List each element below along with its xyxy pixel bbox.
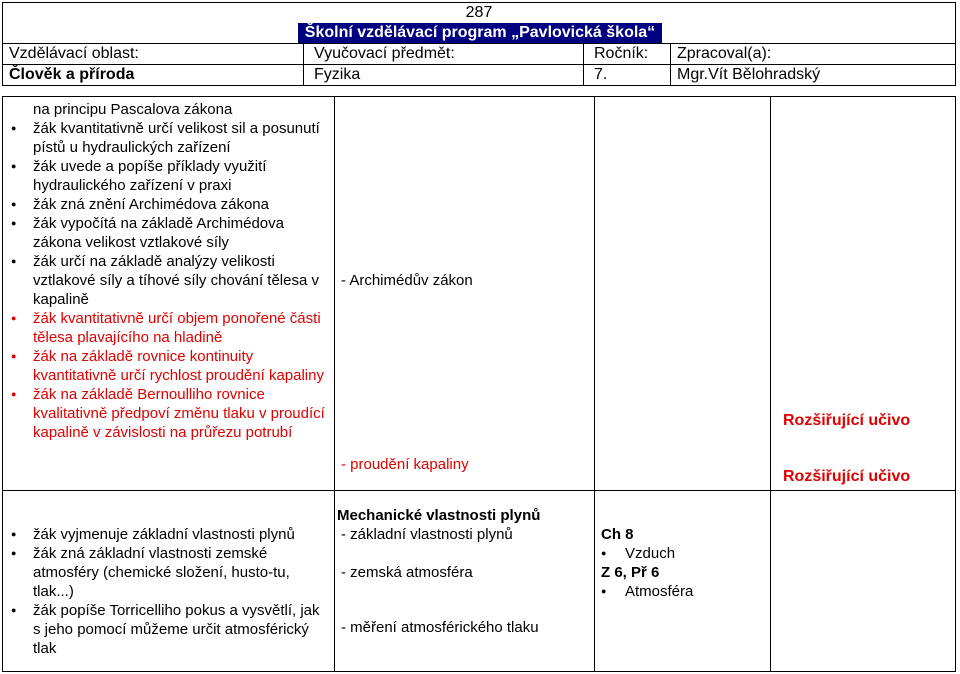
row2-curriculum-1: - základní vlastnosti plynů <box>341 526 513 543</box>
outcome-item: ● žák zná základní vlastnosti zemské atmosféry (chemické složení, husto-tu, tlak...) <box>11 544 329 601</box>
row2-curriculum-heading: Mechanické vlastnosti plynů <box>337 507 541 524</box>
value-subject: Fyzika <box>303 65 583 85</box>
program-title: Školní vzdělávací program „Pavlovická škola“ <box>298 23 662 43</box>
page-number-row <box>3 3 955 23</box>
label-area: Vzdělávací oblast: <box>9 45 139 62</box>
extended-curriculum-label: Rozšiřující učivo <box>783 412 911 429</box>
link-z-item: ● Atmosféra <box>601 582 766 601</box>
header-labels-row <box>3 43 955 64</box>
extended-curriculum-label: Rozšiřující učivo <box>783 468 911 485</box>
label-author: Zpracoval(a): <box>670 44 955 64</box>
row1-outcomes <box>11 100 329 442</box>
outcome-item: ● žák popíše Torricelliho pokus a vysvětlí, jak s jeho pomocí můžeme určit atmosférický tlak <box>11 601 329 658</box>
row2-curriculum-3: - měření atmosférického tlaku <box>341 619 539 636</box>
row1-curriculum-1: - Archimédův zákon <box>341 272 473 289</box>
extended-outcome-item: ● žák na základě Bernoulliho rovnice kvalitativně předpoví změnu tlaku v proudící kapalině v závislosti na průřezu potrubí <box>11 385 329 442</box>
value-grade: 7. <box>583 65 670 85</box>
extended-outcome-item: ● žák na základě rovnice kontinuity kvantitativně určí rychlost proudění kapaliny <box>11 347 329 385</box>
curriculum-table <box>2 96 956 672</box>
value-author: Mgr.Vít Bělohradský <box>670 65 955 85</box>
row2-curriculum-2: - zemská atmosféra <box>341 564 473 581</box>
document-header <box>2 2 956 86</box>
row2-outcomes <box>11 525 329 658</box>
header-values-row <box>3 64 955 85</box>
outcome-item: ● žák kvantitativně určí velikost sil a posunutí pístů u hydraulických zařízení <box>11 119 329 157</box>
link-z-label: Z 6, Př 6 <box>601 564 660 581</box>
title-row <box>3 23 955 43</box>
outcome-item: ● žák uvede a popíše příklady využití hydraulického zařízení v praxi <box>11 157 329 195</box>
row1-intro: na principu Pascalova zákona <box>33 101 233 118</box>
link-ch-item: ● Vzduch <box>601 544 766 563</box>
extended-outcome-item: ● žák kvantitativně určí objem ponořené části tělesa plavajícího na hladině <box>11 309 329 347</box>
link-ch-label: Ch 8 <box>601 526 634 543</box>
label-grade: Ročník: <box>583 44 670 64</box>
label-subject: Vyučovací předmět: <box>303 44 583 64</box>
outcome-item: ● žák vyjmenuje základní vlastnosti plynů <box>11 525 329 544</box>
outcome-item: ● žák vypočítá na základě Archimédova zákona velikost vztlakové síly <box>11 214 329 252</box>
page-number: 287 <box>465 4 493 21</box>
row1-curriculum-2: - proudění kapaliny <box>341 456 469 473</box>
outcome-item: ● žák zná znění Archimédova zákona <box>11 195 329 214</box>
outcome-item: ● žák určí na základě analýzy velikosti vztlakové síly a tíhové síly chování tělesa v kapalině <box>11 252 329 309</box>
value-area: Člověk a příroda <box>9 66 135 83</box>
row2-cross-links <box>601 525 766 601</box>
